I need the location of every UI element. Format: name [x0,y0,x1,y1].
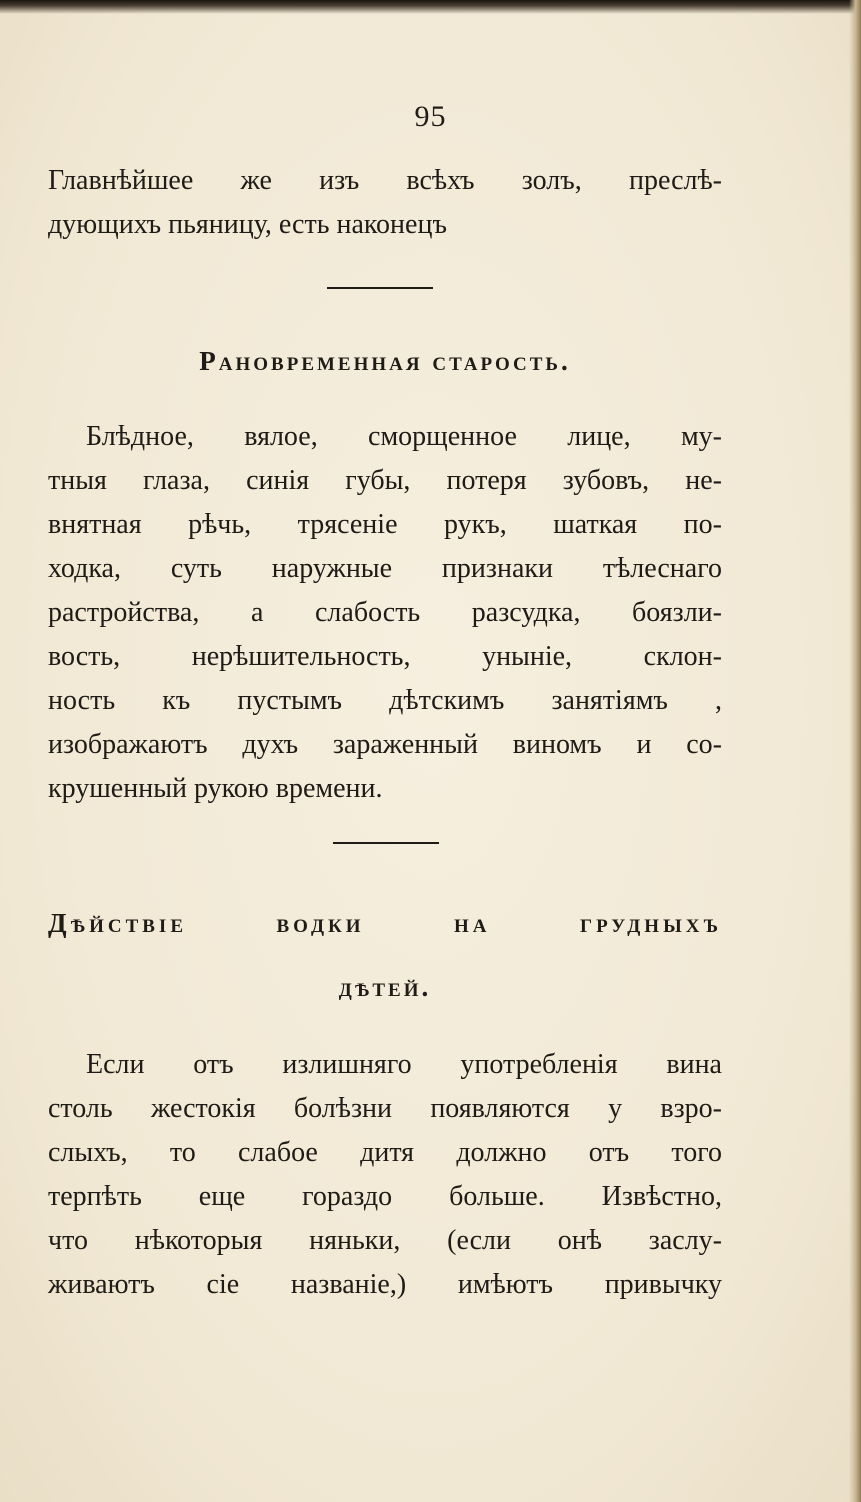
page-top-shadow [0,0,861,14]
section1-line-2: тныя глаза, синія губы, потеря зубовъ, не- [48,465,722,496]
section1-line-3: внятная рѣчь, трясеніе рукъ, шаткая по- [48,509,722,540]
intro-line-1: Главнѣйшее же изъ всѣхъ золъ, преслѣ- [48,165,722,196]
section2-line-1: Если отъ излишняго употребленія вина [86,1049,722,1080]
page-right-edge [849,0,861,1502]
page-number: 95 [414,100,447,133]
section2-line-4: терпѣть еще гораздо больше. Извѣстно, [48,1181,722,1212]
section2-heading-line-2: дѣтей. [338,972,432,1002]
section1-line-4: ходка, суть наружные признаки тѣлеснаго [48,553,722,584]
section2-line-2: столь жестокія болѣзни появляются у взро- [48,1093,722,1124]
section-divider-1 [327,287,433,289]
section1-line-7: ность къ пустымъ дѣтскимъ занятіямъ , [48,685,722,716]
section1-heading: Рановременная старость. [199,346,571,376]
section1-line-6: вость, нерѣшительность, уныніе, склон- [48,641,722,672]
section2-heading-line-1: Дѣйствіе водки на грудныхъ [48,908,722,938]
section1-line-1: Блѣдное, вялое, сморщенное лице, му- [86,421,722,452]
intro-line-2: дующихъ пьяницу, есть наконецъ [48,209,447,240]
section1-line-9: крушенный рукою времени. [48,773,383,804]
section1-line-5: растройства, а слабость разсудка, боязли- [48,597,722,628]
section-divider-2 [333,842,439,844]
section1-line-8: изображаютъ духъ зараженный виномъ и со- [48,729,722,760]
section2-line-6: живаютъ сіе названіе,) имѣютъ привычку [48,1269,722,1300]
section2-line-3: слыхъ, то слабое дитя должно отъ того [48,1137,722,1168]
section2-line-5: что нѣкоторыя няньки, (если онѣ заслу- [48,1225,722,1256]
